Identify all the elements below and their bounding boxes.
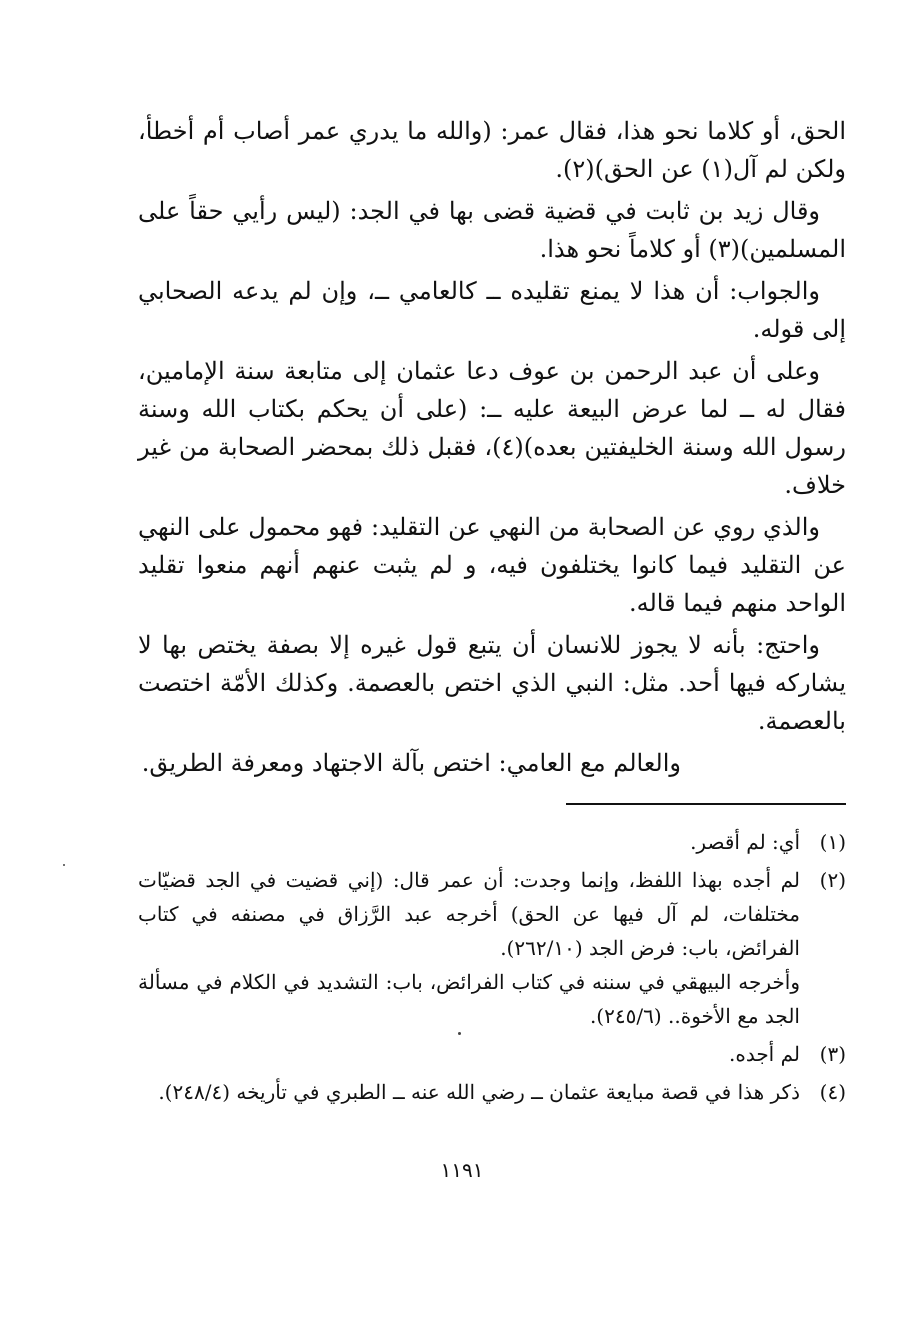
footnote-number: (١) (819, 830, 846, 854)
footnote-text (138, 1037, 800, 1071)
footnote-line: وأخرجه البيهقي في سننه في كتاب الفرائض، باب: التشديد في الكلام في مسألة الجد مع الأخوة.. (٢٤٥/٦). (138, 970, 800, 1028)
footnote-line: أي: لم أقصر. (690, 830, 800, 854)
paragraph-3: والجواب: أن هذا لا يمنع تقليده ــ كالعامي ــ، وإن لم يدعه الصحابي إلى قوله. (138, 277, 846, 343)
footnote-number: (٤) (819, 1080, 846, 1104)
footnote-number: (٣) (819, 1042, 846, 1066)
footnote-line: ذكر هذا في قصة مبايعة عثمان ــ رضي الله عنه ــ الطبري في تأريخه (٢٤٨/٤). (158, 1080, 800, 1104)
stray-dot (458, 1032, 461, 1035)
footnote-divider (566, 803, 846, 805)
stray-dot (63, 864, 65, 866)
page-number: ١١٩١ (440, 1158, 484, 1182)
footnote-2 (138, 863, 846, 1033)
footnote-4 (138, 1075, 846, 1109)
footnote-text (138, 863, 800, 1033)
main-text (138, 112, 846, 782)
footnote-number: (٢) (819, 868, 846, 892)
paragraph-5: والذي روي عن الصحابة من النهي عن التقليد: فهو محمول على النهي عن التقليد فيما كانوا يختلفون فيه، و لم يثبت عنهم أنهم منعوا تقليد الواحد منهم فيما قاله. (138, 513, 846, 617)
footnote-line: لم أجده بهذا اللفظ، وإنما وجدت: أن عمر قال: (إني قضيت في الجد قضيّات مختلفات، لم آل فيها عن الحق) أخرجه عبد الرَّزاق في مصنفه في كتاب الفرائض، باب: فرض الجد (٢٦٢/١٠). (138, 868, 800, 960)
paragraph-7: والعالم مع العامي: اختص بآلة الاجتهاد ومعرفة الطريق. (141, 749, 681, 777)
footnote-3 (138, 1037, 846, 1071)
footnotes (138, 825, 846, 1109)
paragraph-2: وقال زيد بن ثابت في قضية قضى بها في الجد: (ليس رأيي حقاً على المسلمين)(٣) أو كلاماً نحو هذا. (138, 197, 846, 263)
footnote-1 (138, 825, 846, 859)
footnote-text (138, 1075, 800, 1109)
paragraph-1: الحق، أو كلاما نحو هذا، فقال عمر: (والله ما يدري عمر أصاب أم أخطأ، ولكن لم آل(١) عن الحق)(٢). (138, 117, 846, 183)
footnote-text (138, 825, 800, 859)
paragraph-4: وعلى أن عبد الرحمن بن عوف دعا عثمان إلى متابعة سنة الإمامين، فقال له ــ لما عرض البيعة عليه ــ: (على أن يحكم بكتاب الله وسنة رسول الله وسنة الخليفتين بعده)(٤)، فقبل ذلك بمحضر الصحابة من غير خلاف. (138, 357, 846, 499)
paragraph-6: واحتج: بأنه لا يجوز للانسان أن يتبع قول غيره إلا بصفة يختص بها لا يشاركه فيها أحد. مثل: النبي الذي اختص بالعصمة. وكذلك الأمّة اختصت بالعصمة. (138, 631, 846, 735)
footnote-line: لم أجده. (728, 1042, 800, 1066)
